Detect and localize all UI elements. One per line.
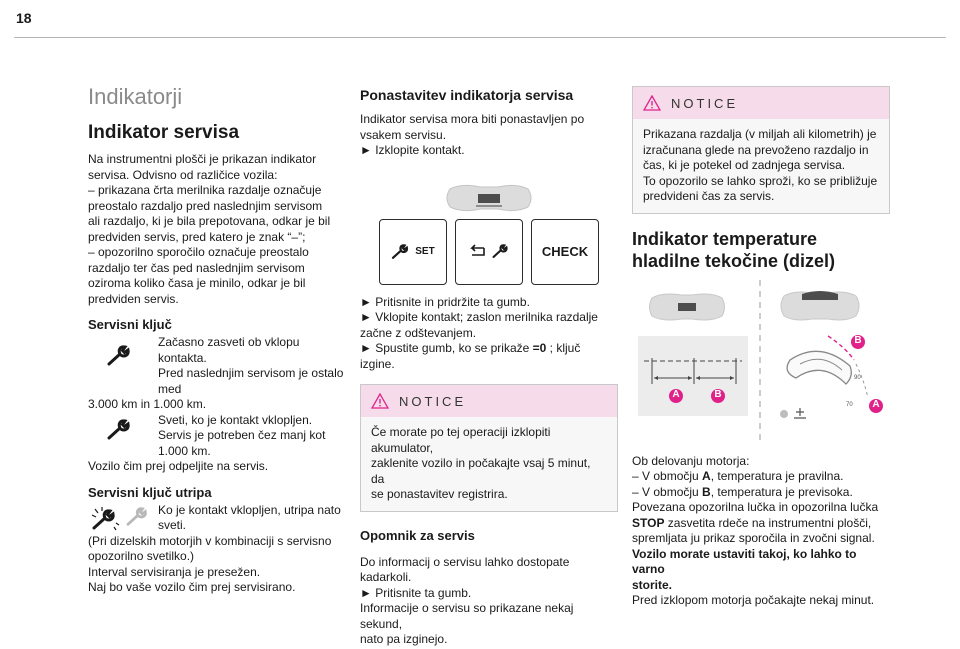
text-line: Začasno zasveti ob vklopu kontakta. [158,335,300,365]
heading-line: hladilne tekočine (dizel) [632,250,836,271]
text-line: opozorilno svetilko.) [88,549,195,563]
heading-line: Indikator temperature [632,228,818,249]
text-line: Pred naslednjim servisom je ostalo med [158,366,344,396]
column-2 [360,84,618,648]
text-line: predvideni čas za servis. [643,189,775,203]
text-span: ; ključ izgine. [360,341,581,371]
gauge-mark-70: 70 [846,401,853,408]
text-line: ali razdaljo, ki je bila prepotovana, odkar je bil [88,214,331,228]
text-line: izračunana glede na prevoženo razdaljo in [643,142,869,157]
wrench-icon [492,244,510,259]
text-line: zaklenite vozilo in počakajte vsaj 5 minut, da [371,456,591,486]
reset-heading: Ponastavitev indikatorja servisa [360,87,574,103]
column-1 [88,70,346,596]
wrench-icon [88,413,152,441]
instrument-cluster-illustration [360,183,618,213]
text-line: se ponastavitev registrira. [371,487,508,501]
notice-title: NOTICE [399,393,467,409]
text-line: sveti. [158,518,187,532]
text-span: , temperatura je pravilna. [710,469,844,483]
notice-header [633,87,889,119]
wrench-icon [88,335,152,367]
text-line: Do informacij o servisu lahko dostopate [360,554,570,569]
text-line: Pred izklopom motorja počakajte nekaj minut. [632,593,875,607]
text-line: oziroma koliko časa je minilo, odkar je bil [88,276,306,290]
zone-label-a: A [872,398,880,410]
text-line: ► Izklopite kontakt. [360,143,465,157]
text-line: servisa. Odvisno od različice vozila: [88,167,278,182]
text-line: vsakem servisu. [360,127,447,142]
text-line: 3.000 km in 1.000 km. [88,397,207,411]
text-line: nato pa izginejo. [360,632,448,646]
notice-title: NOTICE [671,95,739,111]
text-line: (Pri dizelskih motorjih v kombinaciji s servisno [88,533,332,548]
top-rule [14,37,946,38]
column-3 [632,72,890,609]
text-line: čas, ki je potekel od zadnjega servisa. [643,158,846,172]
key-heading: Servisni ključ [88,317,172,332]
text-line: Če morate po tej operaciji izklopiti akumulator, [371,425,551,455]
text-line [632,469,890,485]
key-item-2 [88,413,346,460]
text-span: ► Spustite gumb, ko se prikaže [360,341,533,355]
text-bold: B [702,484,711,499]
text-line: razdaljo ter čas ped naslednjim servisom [88,260,305,275]
text-bold: =0 [532,341,547,355]
text-line [632,516,890,532]
zone-label-a: A [672,388,680,400]
page-number: 18 [16,10,32,26]
text-line: storite. [632,577,673,592]
text-line [632,485,890,501]
return-arrow-icon [468,244,488,260]
check-label: CHECK [541,244,589,259]
notice-body [633,119,889,213]
blinking-wrench-icon [88,503,152,531]
gauge-mark-90: 90 [854,374,861,381]
text-bold: STOP [632,515,665,530]
temperature-gauge-diagram [632,280,890,440]
zone-label-b: B [854,334,862,346]
text-line: Na instrumentni plošči je prikazan indikator [88,152,317,166]
text-line [360,341,618,372]
notice-header [361,385,617,417]
text-line: – prikazana črta merilnika razdalje označuje [88,183,322,197]
notice-body [361,417,617,511]
text-line: ► Pritisnite in pridržite ta gumb. [360,294,530,309]
text-line: Povezana opozorilna lučka in opozorilna lučka [632,500,879,514]
set-button[interactable] [379,219,447,285]
text-span: – V območju [632,469,703,483]
wrench-icon [391,244,411,260]
reminder-heading: Opomnik za servis [360,527,475,543]
text-line: predviden servis. [88,291,179,306]
text-line: Naj bo vaše vozilo čim prej servisirano. [88,580,296,594]
text-line: preostalo razdaljo pred naslednjim servisom [88,198,323,213]
section-title: Indikatorji [88,84,183,109]
text-line: Prikazana razdalja (v miljah ali kilometrih) je [643,127,877,141]
text-line: ► Vklopite kontakt; zaslon merilnika razdalje [360,310,598,324]
return-wrench-button[interactable] [455,219,523,285]
text-line: začne z odštevanjem. [360,325,477,340]
service-heading: Indikator servisa [88,122,240,143]
service-intro [88,152,346,307]
warning-triangle-icon [643,95,661,111]
zone-label-b: B [714,388,722,400]
button-row [360,219,618,285]
text-line: Vozilo čim prej odpeljite na servis. [88,459,269,473]
blink-heading: Servisni ključ utripa [88,484,212,500]
text-line: kadarkoli. [360,570,412,584]
blink-item [88,503,346,534]
warning-triangle-icon [371,393,389,409]
check-button[interactable] [531,219,599,285]
text-span: , temperatura je previsoka. [710,484,853,499]
text-line: Ko je kontakt vklopljen, utripa nato [158,502,341,517]
text-span: – V območju [632,484,703,499]
notice-box [632,86,890,214]
text-line: Servis je potreben čez manj kot 1.000 km. [158,428,326,458]
text-line: Sveti, ko je kontakt vklopljen. [158,412,313,427]
text-bold: A [702,469,711,483]
text-line: Ob delovanju motorja: [632,453,750,468]
text-line: predviden servis, pred katero je znak “–”; [88,229,306,244]
text-line: To opozorilo se lahko sproži, ko se približuje [643,173,878,188]
notice-box [360,384,618,512]
text-line: Informacije o servisu so prikazane nekaj sekund, [360,601,574,631]
key-item-1 [88,335,346,397]
text-line: spremljata ju prikaz sporočila in zvočni signal. [632,531,875,545]
text-span: zasvetita rdeče na instrumentni plošči, [664,515,872,530]
text-line: Interval servisiranja je presežen. [88,564,261,579]
set-label: SET [415,246,435,257]
text-line: – opozorilno sporočilo označuje preostalo [88,245,309,259]
text-line: Vozilo morate ustaviti takoj, ko lahko to varno [632,546,857,576]
text-line: ► Pritisnite ta gumb. [360,585,472,600]
text-line: Indikator servisa mora biti ponastavljen po [360,112,585,126]
temperature-heading [632,228,890,272]
